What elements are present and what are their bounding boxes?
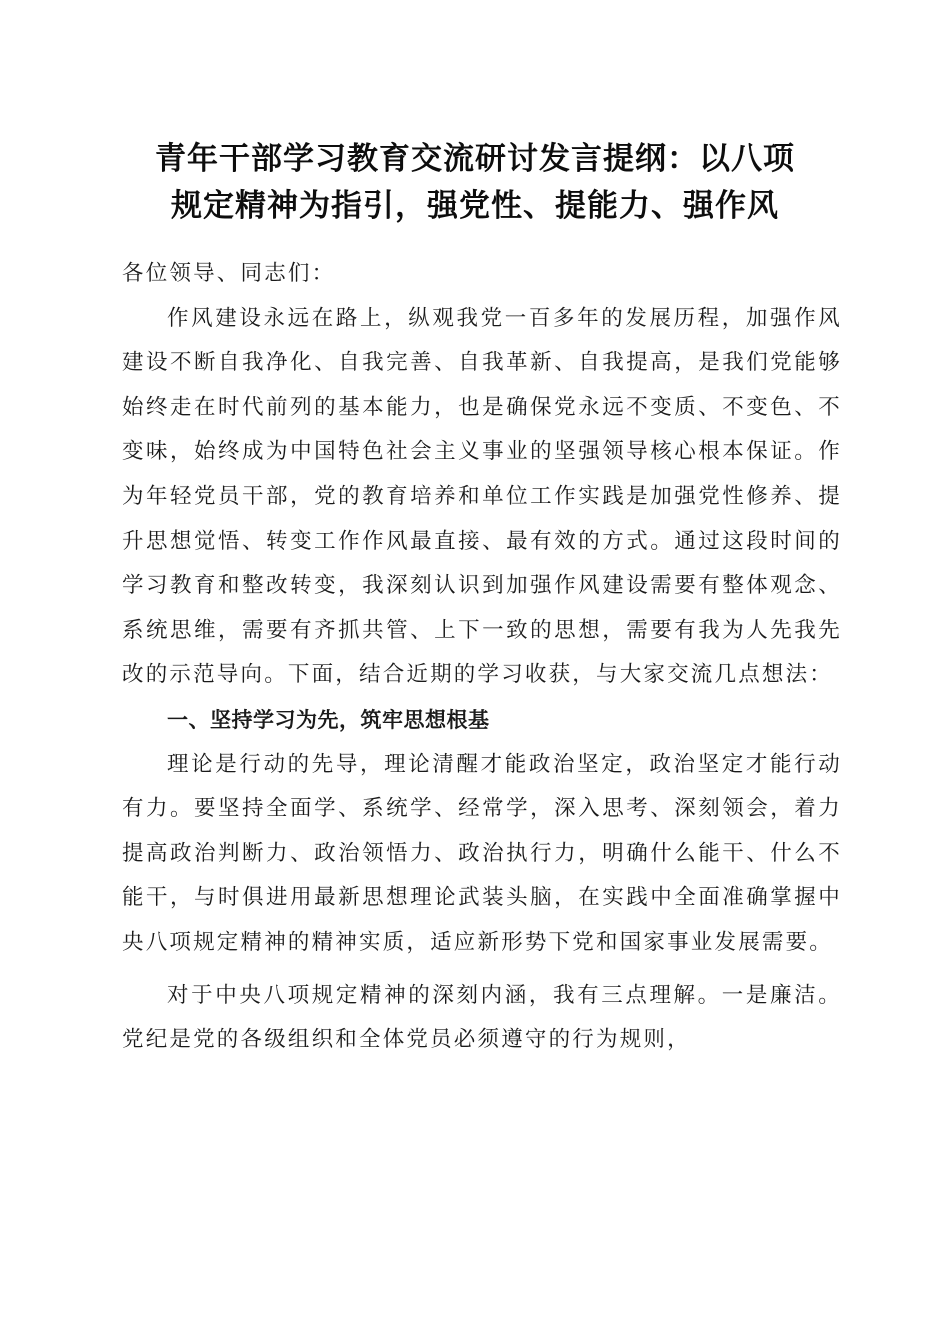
section-1-heading: 一、坚持学习为先，筑牢思想根基: [167, 707, 490, 732]
title-line-2: 规定精神为指引，强党性、提能力、强作风: [171, 188, 779, 224]
section-1-paragraph-2: 对于中央八项规定精神的深刻内涵，我有三点理解。一是廉洁。党纪是党的各级组织和全体党员必须遵守的行为规则，: [122, 982, 842, 1053]
title-line-1: 青年干部学习教育交流研讨发言提纲：以八项: [155, 141, 795, 177]
document-title: [90, 136, 860, 230]
intro-paragraph: 作风建设永远在路上，纵观我党一百多年的发展历程，加强作风建设不断自我净化、自我完善、自我革新、自我提高，是我们党能够始终走在时代前列的基本能力，也是确保党永远不变质、不变色、不变味，始终成为中国特色社会主义事业的坚强领导核心根本保证。作为年轻党员干部，党的教育培养和单位工作实践是加强党性修养、提升思想觉悟、转变工作作风最直接、最有效的方式。通过这段时间的学习教育和整改转变，我深刻认识到加强作风建设需要有整体观念、系统思维，需要有齐抓共管、上下一致的思想，需要有我为人先我先改的示范导向。下面，结合近期的学习收获，与大家交流几点想法：: [122, 305, 842, 688]
salutation: 各位领导、同志们：: [122, 261, 336, 286]
section-1-paragraph-1: 理论是行动的先导，理论清醒才能政治坚定，政治坚定才能行动有力。要坚持全面学、系统学、经常学，深入思考、深刻领会，着力提高政治判断力、政治领悟力、政治执行力，明确什么能干、什么不能干，与时俱进用最新思想理论武装头脑，在实践中全面准确掌握中央八项规定精神的精神实质，适应新形势下党和国家事业发展需要。: [122, 751, 842, 955]
document-body: [122, 252, 842, 1063]
